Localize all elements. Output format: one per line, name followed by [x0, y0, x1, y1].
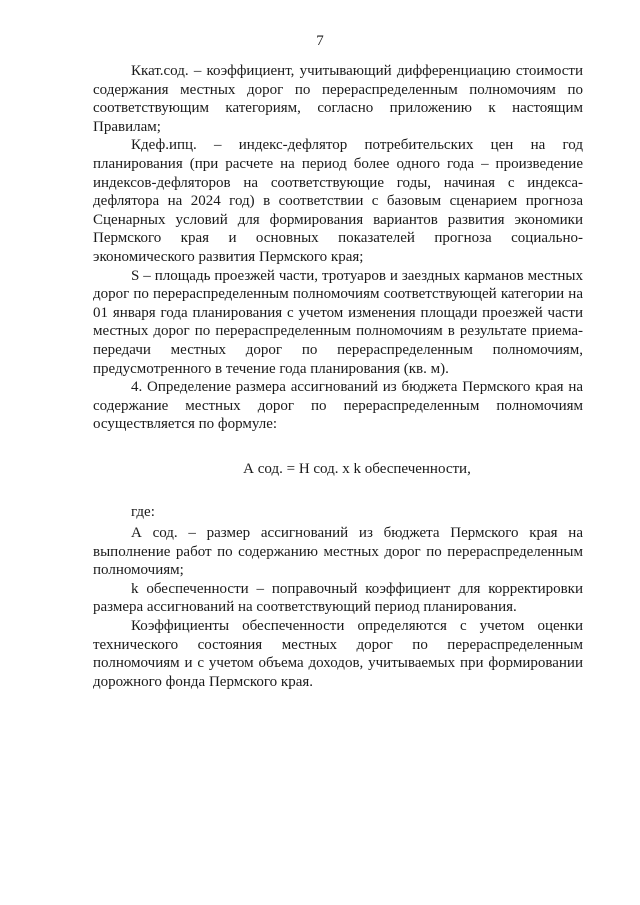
page-number: 7: [316, 33, 324, 49]
definition-a-sod: А сод. – размер ассигнований из бюджета Пермского края на выполнение работ по содержанию местных дорог по перераспределенным полномочиям;: [93, 525, 583, 579]
paragraph-coefficients: Коэффициенты обеспеченности определяются с учетом оценки технического состояния местных дорог по перераспределенным полномочиям и с учетом объема доходов, учитываемых при формировании дорожного фонда Пермского края.: [93, 618, 583, 690]
document-body: [93, 62, 583, 691]
paragraph-section-4: 4. Определение размера ассигнований из бюджета Пермского края на содержание местных дорог по перераспределенным полномочиям осуществляется по формуле:: [93, 379, 583, 433]
definition-k-coverage: k обеспеченности – поправочный коэффициент для корректировки размера ассигнований на соответствующий период планирования.: [93, 580, 583, 616]
where-label: где:: [131, 504, 155, 521]
paragraph-kdef: Кдеф.ипц. – индекс-дефлятор потребительских цен на год планирования (при расчете на период более одного года – произведение индексов-дефляторов на соответствующие годы, начиная с индекса-дефлятора на 2024 год) в соответствии с базовым сценарием прогноза Сценарных условий для формирования вариантов развития экономики Пермского края и основных показателей прогноза социально-экономического развития Пермского края;: [93, 137, 583, 265]
paragraph-area: S – площадь проезжей части, тротуаров и заездных карманов местных дорог по перераспределенным полномочиям соответствующей категории на 01 января года планирования с учетом изменения площади проезжей части местных дорог по перераспределенным полномочиям в результате приема-передачи местных дорог по перераспределенным полномочиям, предусмотренного в течение года планирования (кв. м).: [93, 267, 583, 377]
formula: А сод. = Н сод. х k обеспеченности,: [243, 460, 471, 477]
paragraph-kkat: Ккат.сод. – коэффициент, учитывающий дифференциацию стоимости содержания местных дорог по перераспределенным полномочиям по соответствующим категориям, согласно приложению к настоящим Правилам;: [93, 63, 583, 135]
